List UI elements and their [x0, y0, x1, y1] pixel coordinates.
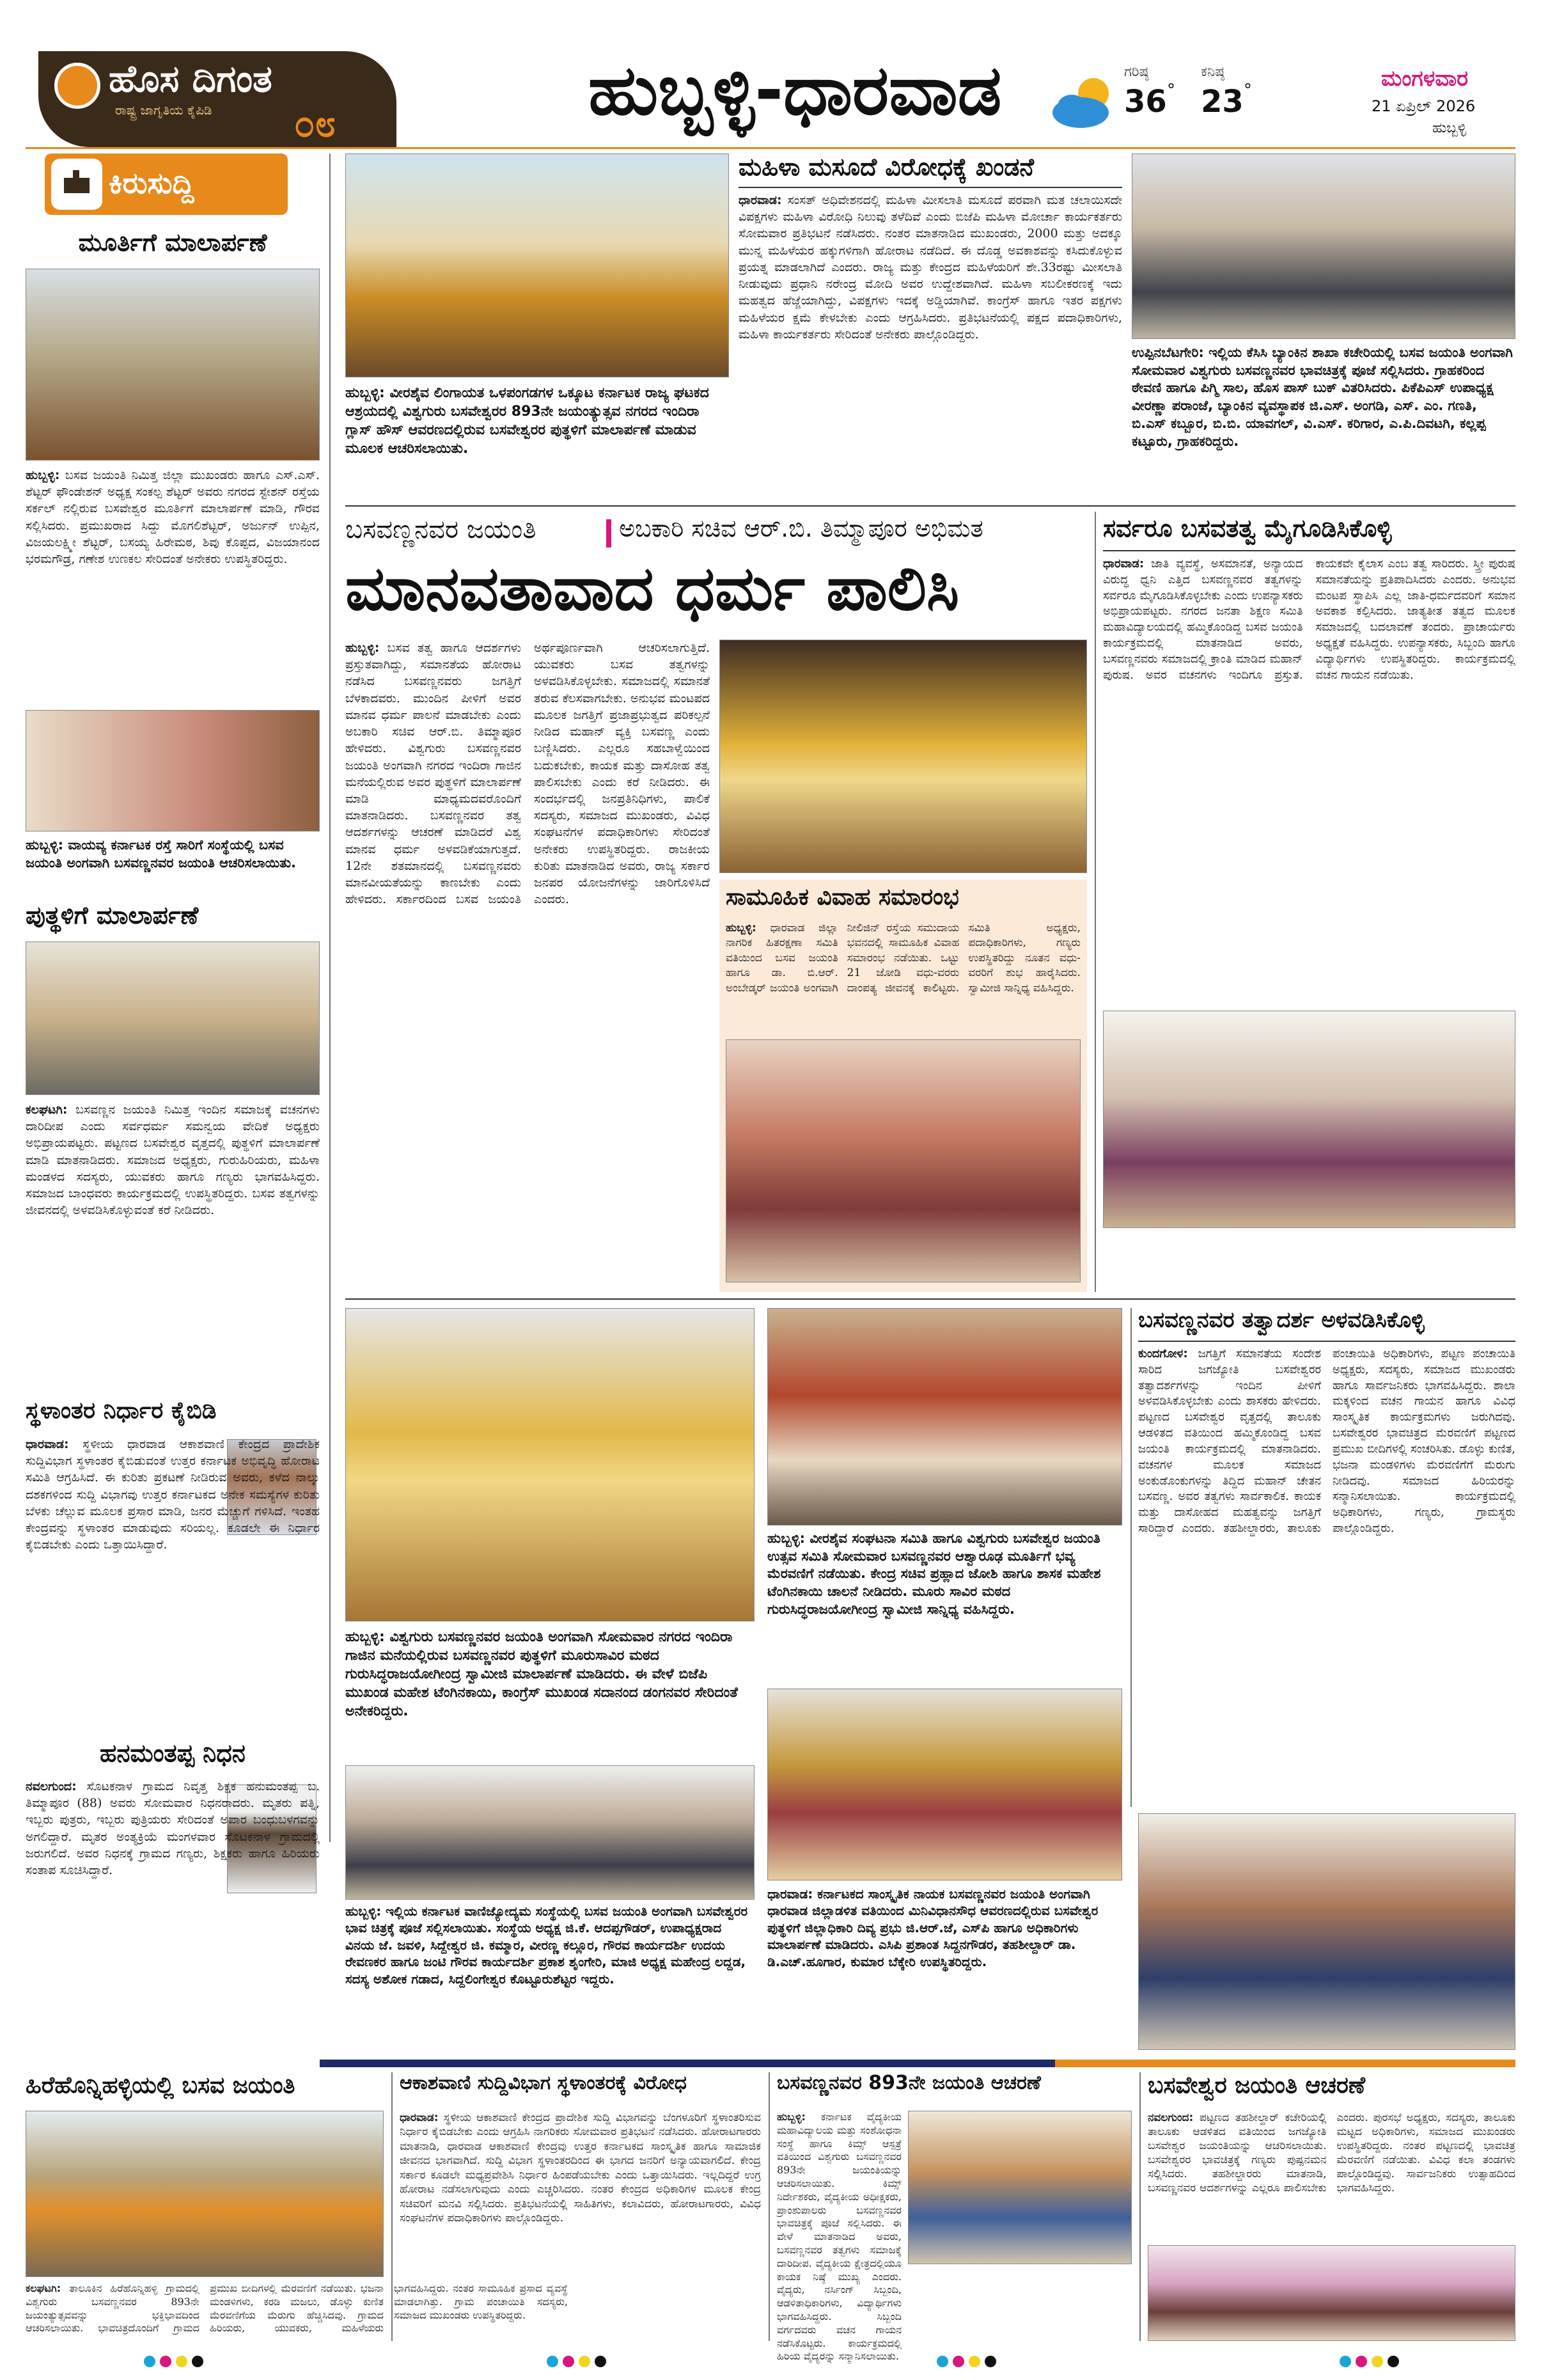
b4-photo — [1148, 2245, 1515, 2341]
s1-headline: ಮೂರ್ತಿಗೆ ಮಾಲಾರ್ಪಣೆ — [78, 228, 267, 256]
reg-black-2 — [595, 2356, 606, 2367]
logo — [26, 38, 409, 154]
reg-cyan — [144, 2356, 155, 2367]
s2-caption: ಹುಬ್ಬಳ್ಳಿ: ವಾಯವ್ಯ ಕರ್ನಾಟಕ ರಸ್ತೆ ಸಾರಿಗೆ ಸಂಸ್ಥೆಯಲ್ಲಿ ಬಸವ ಜಯಂತಿ ಅಂಗವಾಗಿ ಬಸವಣ್ಣನವರ ಜಯಂತಿ ಆಚರಿಸಲಾಯಿತು. — [26, 837, 296, 871]
s3-location: ಕಲಘಟಗಿ: — [26, 1103, 68, 1117]
s5-body — [26, 1778, 320, 2015]
s1-location: ಹುಬ್ಬಳ್ಳಿ: — [26, 468, 60, 482]
s4-headline: ಸ್ಥಳಾಂತರ ನಿರ್ಧಾರ ಕೈಬಿಡಿ — [26, 1398, 217, 1424]
reg-black-3 — [985, 2356, 996, 2367]
mid-photo-low — [345, 1765, 755, 1900]
s5-text: ಸೊಟಕನಾಳ ಗ್ರಾಮದ ನಿವೃತ್ತ ಶಿಕ್ಷಕ ಹನುಮಂತಪ್ಪ ಬ. ತಿಮ್ಮಾಪೂರ (88) ಅವರು ಸೋಮವಾರ ನಿಧನರಾದರು. ಮೃತರು ಪತ್ನಿ, ಇಬ್ಬರು ಪುತ್ರರು, ಇಬ್ಬರು ಪುತ್ರಿಯರು ಸೇರಿದಂತೆ ಅಪಾರ ಬಂಧುಬಳಗವನ್ನು ಅಗಲಿದ್ದಾರೆ. ಮೃತರ ಅಂತ್ಯಕ್ರಿಯೆ ಮಂಗಳವಾರ ಸೊಟಕನಾಳ ಗ್ರಾಮದಲ್ಲಿ ಜರುಗಲಿದೆ. ಅವರ ನಿಧನಕ್ಕೆ ಗ್ರಾಮದ ಗಣ್ಯರು, ಶಿಕ್ಷಕರು ಹಾಗೂ ಹಿರಿಯರು ಸಂತಾಪ ಸೂಚಿಸಿದ್ದಾರೆ. — [26, 1779, 320, 1878]
s4-text: ಸ್ಥಳೀಯ ಧಾರವಾಡ ಆಕಾಶವಾಣಿ ಕೇಂದ್ರದ ಪ್ರಾದೇಶಿಕ ಸುದ್ದಿವಿಭಾಗ ಸ್ಥಳಾಂತರ ಕೈಬಿಡುವಂತೆ ಉತ್ತರ ಕರ್ನಾಟಕ ಅಭಿವೃದ್ಧಿ ಹೋರಾಟ ಸಮಿತಿ ಆಗ್ರಹಿಸಿದೆ. ಈ ಕುರಿತು ಪ್ರಕಟಣೆ ನೀಡಿರುವ ಅವರು, ಕಳೆದ ನಾಲ್ಕು ದಶಕಗಳಿಂದ ಸುದ್ದಿ ವಿಭಾಗವು ಉತ್ತರ ಕರ್ನಾಟಕದ ಅನೇಕ ಸಮಸ್ಯೆಗಳ ಕುರಿತು ಬೆಳಕು ಚೆಲ್ಲುವ ಮೂಲಕ ಪ್ರಸಾರ ಮಾಡಿ, ಜನರ ಮೆಚ್ಚುಗೆ ಗಳಿಸಿದೆ. ಇಂತಹ ಕೇಂದ್ರವನ್ನು ಸ್ಥಳಾಂತರ ಮಾಡುವುದು ಸರಿಯಲ್ಲ. ಕೂಡಲೇ ಈ ನಿರ್ಧಾರ ಕೈಬಿಡಬೇಕು ಎಂದು ಒತ್ತಾಯಿಸಿದ್ದಾರೆ. — [26, 1437, 320, 1552]
date: 21 ಏಪ್ರಿಲ್ 2026 — [1372, 97, 1476, 115]
weather-max-label: ಗರಿಷ್ಠ — [1124, 64, 1149, 80]
city: ಹುಬ್ಬಳ್ಳಿ — [1432, 120, 1467, 136]
b2-location: ಧಾರವಾಡ: — [400, 2111, 439, 2124]
sarvaru-headline: ಸರ್ವರೂ ಬಸವತತ್ವ ಮೈಗೂಡಿಸಿಕೊಳ್ಳಿ — [1103, 514, 1392, 542]
b1-headline: ಹಿರೆಹೊನ್ನಿಹಳ್ಳಿಯಲ್ಲಿ ಬಸವ ಜಯಂತಿ — [26, 2072, 295, 2099]
b-divider-2 — [769, 2072, 770, 2341]
reg-yellow-3 — [969, 2356, 980, 2367]
s1-photo — [26, 269, 320, 461]
samuhika-headline: ಸಾಮೂಹಿಕ ವಿವಾಹ ಸಮಾರಂಭ — [726, 884, 959, 910]
tattva-underline — [1138, 1341, 1515, 1342]
weather-max-value: 36 — [1124, 84, 1167, 120]
reg-magenta-4 — [1356, 2356, 1367, 2367]
sarvaru-text: ಜಾತಿ ವ್ಯವಸ್ಥೆ, ಅಸಮಾನತೆ, ಅನ್ಯಾಯದ ವಿರುದ್ಧ ಧ್ವನಿ ಎತ್ತಿದ ಬಸವಣ್ಣನವರ ತತ್ವಗಳನ್ನು ಸರ್ವರೂ ಮೈಗೂಡಿಸಿಕೊಳ್ಳಬೇಕು ಎಂದು ಉಪನ್ಯಾಸಕರು ಅಭಿಪ್ರಾಯಪಟ್ಟರು. ನಗರದ ಜನತಾ ಶಿಕ್ಷಣ ಸಮಿತಿ ಮಹಾವಿದ್ಯಾಲಯದಲ್ಲಿ ಹಮ್ಮಿಕೊಂಡಿದ್ದ ಬಸವ ಜಯಂತಿ ಕಾರ್ಯಕ್ರಮದಲ್ಲಿ ಮಾತನಾಡಿದ ಅವರು, ಬಸವಣ್ಣನವರು ಸಮಾಜದಲ್ಲಿ ಕ್ರಾಂತಿ ಮಾಡಿದ ಮಹಾನ್ ಪುರುಷ. ಅವರ ವಚನಗಳು ಇಂದಿಗೂ ಪ್ರಸ್ತುತ. ಕಾಯಕವೇ ಕೈಲಾಸ ಎಂಬ ತತ್ವ ಸಾರಿದರು. ಸ್ತ್ರೀ ಪುರುಷ ಸಮಾನತೆಯನ್ನು ಪ್ರತಿಪಾದಿಸಿದರು ಎಂದರು. ಅನುಭವ ಮಂಟಪ ಸ್ಥಾಪಿಸಿ ಎಲ್ಲ ಜಾತಿ-ಧರ್ಮದವರಿಗೆ ಸಮಾನ ಅವಕಾಶ ಕಲ್ಪಿಸಿದರು. ಜಾತ್ಯತೀತ ತತ್ವದ ಮೂಲಕ ಸಮಾಜದಲ್ಲಿ ಬದಲಾವಣೆ ತಂದರು. ಪ್ರಾಚಾರ್ಯರು ಅಧ್ಯಕ್ಷತೆ ವಹಿಸಿದ್ದರು. ಉಪನ್ಯಾಸಕರು, ಸಿಬ್ಬಂದಿ ಹಾಗೂ ವಿದ್ಯಾರ್ಥಿಗಳು ಉಪಸ್ಥಿತರಿದ್ದರು. ಕಾರ್ಯಕ್ರಮದಲ್ಲಿ ವಚನ ಗಾಯನ ನಡೆಯಿತು. — [1103, 557, 1515, 682]
b3-photo — [908, 2111, 1132, 2264]
b1-location: ಕಲಘಟಗಿ: — [26, 2282, 61, 2294]
lead-text: ಬಸವ ತತ್ವ ಹಾಗೂ ಆದರ್ಶಗಳು ಪ್ರಸ್ತುತವಾಗಿದ್ದು, ಸಮಾನತೆಯ ಹೋರಾಟ ನಡೆಸಿದ ಬಸವಣ್ಣನವರು ಜಗತ್ತಿಗೆ ಬೆಳಕಾದವರು. ಮುಂದಿನ ಪೀಳಿಗೆ ಅವರ ಮಾನವ ಧರ್ಮ ಪಾಲನೆ ಮಾಡಬೇಕು ಎಂದು ಅಬಕಾರಿ ಸಚಿವ ಆರ್.ಬಿ. ತಿಮ್ಮಾಪೂರ ಹೇಳಿದರು. ವಿಶ್ವಗುರು ಬಸವಣ್ಣನವರ ಜಯಂತಿ ಅಂಗವಾಗಿ ನಗರದ ಇಂದಿರಾ ಗಾಜಿನ ಮನೆಯಲ್ಲಿರುವ ಅವರ ಪುತ್ಥಳಿಗೆ ಮಾಲಾರ್ಪಣೆ ಮಾಡಿ ಮಾಧ್ಯಮದವರೊಂದಿಗೆ ಮಾತನಾಡಿದರು. ಬಸವಣ್ಣನವರ ತತ್ವ ಆದರ್ಶಗಳನ್ನು ಆಚರಣೆ ಮಾಡಿದರೆ ವಿಶ್ವ ಮಾನವ ಧರ್ಮ ಅಳವಡಿಕೆಯಾಗುತ್ತದೆ. 12ನೇ ಶತಮಾನದಲ್ಲಿ ಬಸವಣ್ಣನವರು ಮಾನವೀಯತೆಯನ್ನು ಕಾಣಬೇಕು ಎಂದು ಹೇಳಿದರು. ಸರ್ಕಾರದಿಂದ ಬಸವ ಜಯಂತಿ ಅರ್ಥಪೂರ್ಣವಾಗಿ ಆಚರಿಸಲಾಗುತ್ತಿದೆ. ಯುವಕರು ಬಸವ ತತ್ವಗಳನ್ನು ಅಳವಡಿಸಿಕೊಳ್ಳಬೇಕು. ಸಮಾಜದಲ್ಲಿ ಸಮಾನತೆ ತರುವ ಕೆಲಸವಾಗಬೇಕು. ಅನುಭವ ಮಂಟಪದ ಮೂಲಕ ಜಗತ್ತಿಗೆ ಪ್ರಜಾಪ್ರಭುತ್ವದ ಪರಿಕಲ್ಪನೆ ನೀಡಿದ ಮಹಾನ್ ವ್ಯಕ್ತಿ ಬಸವಣ್ಣ ಎಂದು ಬಣ್ಣಿಸಿದರು. ಎಲ್ಲರೂ ಸಹಬಾಳ್ವೆಯಿಂದ ಬದುಕಬೇಕು, ಕಾಯಕ ಮತ್ತು ದಾಸೋಹ ತತ್ವ ಪಾಲಿಸಬೇಕು ಎಂದು ಕರೆ ನೀಡಿದರು. ಈ ಸಂದರ್ಭದಲ್ಲಿ ಜನಪ್ರತಿನಿಧಿಗಳು, ಪಾಲಿಕೆ ಸದಸ್ಯರು, ಸಮಾಜದ ಮುಖಂಡರು, ವಿವಿಧ ಸಂಘಟನೆಗಳ ಪದಾಧಿಕಾರಿಗಳು ಸೇರಿದಂತೆ ಅನೇಕರು ಉಪಸ್ಥಿತರಿದ್ದರು. ರಾಜಕೀಯ ಕುರಿತು ಮಾತನಾಡಿದ ಅವರು, ರಾಜ್ಯ ಸರ್ಕಾರ ಜನಪರ ಯೋಜನೆಗಳನ್ನು ಜಾರಿಗೊಳಿಸಿದೆ ಎಂದರು. — [345, 641, 710, 907]
b1-photo — [26, 2111, 384, 2277]
tattva-text: ಜಗತ್ತಿಗೆ ಸಮಾನತೆಯ ಸಂದೇಶ ಸಾರಿದ ಜಗಜ್ಯೋತಿ ಬಸವೇಶ್ವರರ ತತ್ವಾದರ್ಶಗಳನ್ನು ಇಂದಿನ ಪೀಳಿಗೆ ಅಳವಡಿಸಿಕೊಳ್ಳಬೇಕು ಎಂದು ಶಾಸಕರು ಹೇಳಿದರು. ಪಟ್ಟಣದ ಬಸವೇಶ್ವರ ವೃತ್ತದಲ್ಲಿ ತಾಲೂಕು ಆಡಳಿತದ ವತಿಯಿಂದ ಹಮ್ಮಿಕೊಂಡಿದ್ದ ಬಸವ ಜಯಂತಿ ಕಾರ್ಯಕ್ರಮದಲ್ಲಿ ಮಾತನಾಡಿದರು. ವಚನಗಳ ಮೂಲಕ ಸಮಾಜದ ಅಂಕುಡೊಂಕುಗಳನ್ನು ತಿದ್ದಿದ ಮಹಾನ್ ಚೇತನ ಬಸವಣ್ಣ. ಅವರ ತತ್ವಗಳು ಸಾರ್ವಕಾಲಿಕ. ಕಾಯಕ ಮತ್ತು ದಾಸೋಹದ ಮಹತ್ವವನ್ನು ಜಗತ್ತಿಗೆ ಸಾರಿದ್ದಾರೆ ಎಂದರು. ತಹಶೀಲ್ದಾರರು, ತಾಲೂಕು ಪಂಚಾಯಿತಿ ಅಧಿಕಾರಿಗಳು, ಪಟ್ಟಣ ಪಂಚಾಯಿತಿ ಅಧ್ಯಕ್ಷರು, ಸದಸ್ಯರು, ಸಮಾಜದ ಮುಖಂಡರು ಹಾಗೂ ಸಾರ್ವಜನಿಕರು ಭಾಗವಹಿಸಿದ್ದರು. ಶಾಲಾ ಮಕ್ಕಳಿಂದ ವಚನ ಗಾಯನ ಹಾಗೂ ವಿವಿಧ ಸಾಂಸ್ಕೃತಿಕ ಕಾರ್ಯಕ್ರಮಗಳು ಜರುಗಿದವು. ಬಸವೇಶ್ವರರ ಭಾವಚಿತ್ರದ ಮೆರವಣಿಗೆ ಪಟ್ಟಣದ ಪ್ರಮುಖ ಬೀದಿಗಳಲ್ಲಿ ಸಂಚರಿಸಿತು. ಡೊಳ್ಳು ಕುಣಿತ, ಭಜನಾ ಮಂಡಳಿಗಳು ಮೆರವಣಿಗೆಗೆ ಮೆರುಗು ನೀಡಿದವು. ಸಮಾಜದ ಹಿರಿಯರನ್ನು ಸನ್ಮಾನಿಸಲಾಯಿತು. ಕಾರ್ಯಕ್ರಮದಲ್ಲಿ ಅಧಿಕಾರಿಗಳು, ಗಣ್ಯರು, ಗ್ರಾಮಸ್ಥರು ಪಾಲ್ಗೊಂಡಿದ್ದರು. — [1138, 1347, 1515, 1536]
samuhika-photo — [726, 1039, 1081, 1282]
weather-min-unit: ° — [1244, 81, 1252, 100]
b4-location: ನವಲಗುಂದ: — [1148, 2111, 1194, 2124]
sarvaru-body — [1103, 556, 1515, 1004]
mid-photo-low-caption: ಹುಬ್ಬಳ್ಳಿ: ಇಲ್ಲಿಯ ಕರ್ನಾಟಕ ವಾಣಿಜ್ಯೋದ್ಯಮ ಸಂಸ್ಥೆಯಲ್ಲಿ ಬಸವ ಜಯಂತಿ ಅಂಗವಾಗಿ ಬಸವೇಶ್ವರರ ಭಾವ ಚಿತ್ರಕ್ಕೆ ಪೂಜೆ ಸಲ್ಲಿಸಲಾಯಿತು. ಸಂಸ್ಥೆಯ ಅಧ್ಯಕ್ಷ ಜಿ.ಕೆ. ಆದಪ್ಪಗೌಡರ್, ಉಪಾಧ್ಯಕ್ಷರಾದ ವಿನಯ ಜೆ. ಜವಳಿ, ಸಿದ್ದೇಶ್ವರ ಜಿ. ಕಮ್ಮಾರ, ವೀರಣ್ಣ ಕಲ್ಲೂರ, ಗೌರವ ಕಾರ್ಯದರ್ಶಿ ಉದಯ ರೇವಣಕರ ಹಾಗೂ ಜಂಟಿ ಗೌರವ ಕಾರ್ಯದರ್ಶಿ ಪ್ರಕಾಶ ಶೃಂಗೇರಿ, ಮಾಜಿ ಅಧ್ಯಕ್ಷ ಮಹೇಂದ್ರ ಲದ್ದಡ, ಸದಸ್ಯ ಅಶೋಕ ಗಡಾದ, ಸಿದ್ದಲಿಂಗೇಶ್ವರ ಕೊಟ್ಟೂರುಶೆಟ್ಟರ ಇದ್ದರು. — [345, 1903, 748, 1987]
lead-kicker-left: ಬಸವಣ್ಣನವರ ಜಯಂತಿ — [345, 515, 536, 544]
reg-yellow — [176, 2356, 187, 2367]
mahila-body — [739, 192, 1122, 499]
s2-photo — [26, 710, 320, 831]
top-photo2 — [1132, 154, 1515, 339]
reg-cyan-4 — [1340, 2356, 1351, 2367]
lead-photo — [719, 640, 1087, 873]
day: ಮಂಗಳವಾರ — [1381, 66, 1469, 91]
lead-location: ಹುಬ್ಬಳ್ಳಿ: — [345, 641, 380, 655]
samuhika-text: ಧಾರವಾಡ ಜಿಲ್ಲಾ ನಾಗರಿಕ ಹಿತರಕ್ಷಣಾ ಸಮಿತಿ ವತಿಯಿಂದ ಬಸವ ಜಯಂತಿ ಹಾಗೂ ಡಾ. ಬಿ.ಆರ್. ಅಂಬೇಡ್ಕರ್ ಜಯಂತಿ ಅಂಗವಾಗಿ ನೀಲಿಜಿನ್ ರಸ್ತೆಯ ಸಮುದಾಯ ಭವನದಲ್ಲಿ ಸಾಮೂಹಿಕ ವಿವಾಹ ಸಮಾರಂಭ ನಡೆಯಿತು. ಒಟ್ಟು 21 ಜೋಡಿ ವಧು-ವರರು ದಾಂಪತ್ಯ ಜೀವನಕ್ಕೆ ಕಾಲಿಟ್ಟರು. ಸಮಿತಿ ಅಧ್ಯಕ್ಷರು, ಪದಾಧಿಕಾರಿಗಳು, ಗಣ್ಯರು ಉಪಸ್ಥಿತರಿದ್ದು ನೂತನ ವಧು-ವರರಿಗೆ ಶುಭ ಹಾರೈಸಿದರು. ಸ್ವಾಮೀಜಿ ಸಾನ್ನಿಧ್ಯ ವಹಿಸಿದ್ದರು. — [726, 922, 1081, 995]
s4-body — [26, 1436, 320, 1730]
weather-min-value: 23 — [1201, 84, 1244, 120]
sarvaru-underline — [1103, 550, 1515, 551]
b-divider-1 — [391, 2072, 393, 2341]
section-bar-navy — [320, 2060, 1055, 2067]
top-photo1 — [345, 154, 729, 377]
s3-text: ಬಸವಣ್ಣನ ಜಯಂತಿ ನಿಮಿತ್ತ ಇಂದಿನ ಸಮಾಜಕ್ಕೆ ವಚನಗಳು ದಾರಿದೀಪ ಎಂದು ಸರ್ವಧರ್ಮ ಸಮನ್ವಯ ವೇದಿಕೆ ಅಧ್ಯಕ್ಷರು ಅಭಿಪ್ರಾಯಪಟ್ಟರು. ಪಟ್ಟಣದ ಬಸವೇಶ್ವರ ವೃತ್ತದಲ್ಲಿ ಪುತ್ಥಳಿಗೆ ಮಾಲಾರ್ಪಣೆ ಮಾಡಿ ಮಾತನಾಡಿದರು. ಸಮಾಜದ ಅಧ್ಯಕ್ಷರು, ಗುರುಹಿರಿಯರು, ಮಹಿಳಾ ಮಂಡಳದ ಸದಸ್ಯರು, ಯುವಕರು ಹಾಗೂ ಗಣ್ಯರು ಭಾಗವಹಿಸಿದ್ದರು. ಸಮಾಜದ ಬಾಂಧವರು ಕಾರ್ಯಕ್ರಮದಲ್ಲಿ ಉಪಸ್ಥಿತರಿದ್ದರು. ಬಸವ ತತ್ವಗಳನ್ನು ಜೀವನದಲ್ಲಿ ಅಳವಡಿಸಿಕೊಳ್ಳುವಂತೆ ಕರೆ ನೀಡಿದರು. — [26, 1103, 320, 1218]
s1-text: ಬಸವ ಜಯಂತಿ ನಿಮಿತ್ತ ಜಿಲ್ಲಾ ಮುಖಂಡರು ಹಾಗೂ ಎಸ್.ಎಸ್. ಶೆಟ್ಟರ್ ಫೌಂಡೇಶನ್ ಅಧ್ಯಕ್ಷ ಸಂಕಲ್ಪ ಶೆಟ್ಟರ್ ಅವರು ನಗರದ ಸ್ಟೇಶನ್ ರಸ್ತೆಯ ಸರ್ಕಲ್ ನಲ್ಲಿರುವ ಬಸವೇಶ್ವರ ಮೂರ್ತಿಗೆ ಮಾಲಾರ್ಪಣೆ ಮಾಡಿ, ಗೌರವ ಸಲ್ಲಿಸಿದರು. ಪ್ರಮುಖರಾದ ಸಿದ್ದು ಮೊಗಲಿಶೆಟ್ಟರ್, ಅರ್ಜುನ್ ಉಪ್ಪಿನ, ವಿಜಯಲಕ್ಷ್ಮೀ ಶೆಟ್ಟರ್, ಬಸಯ್ಯ ಹಿರೇಮಠ, ಶಿವು ಕೊಪ್ಪದ, ವಿಜಯಾನಂದ ಭರಮಗೌಡ್ರ, ಗಣೇಶ ಉಣಕಲ ಸೇರಿದಂತೆ ಅನೇಕರು ಉಪಸ್ಥಿತರಿದ್ದರು. — [26, 468, 320, 567]
sidebar-divider — [329, 154, 331, 1842]
logo-emblem-icon — [54, 63, 100, 109]
s3-headline: ಪುತ್ಥಳಿಗೆ ಮಾಲಾರ್ಪಣೆ — [26, 901, 199, 929]
logo-tagline: ರಾಷ್ಟ್ರ ಜಾಗೃತಿಯ ಕೈಪಿಡಿ — [115, 102, 212, 118]
reg-black — [192, 2356, 203, 2367]
mid-photo-big-caption: ಹುಬ್ಬಳ್ಳಿ: ವಿಶ್ವಗುರು ಬಸವಣ್ಣನವರ ಜಯಂತಿ ಅಂಗವಾಗಿ ಸೋಮವಾರ ನಗರದ ಇಂದಿರಾ ಗಾಜಿನ ಮನೆಯಲ್ಲಿರುವ ಬಸವಣ್ಣನವರ ಪುತ್ಥಳಿಗೆ ಮೂರುಸಾವಿರ ಮಠದ ಗುರುಸಿದ್ಧರಾಜಯೋಗೀಂದ್ರ ಸ್ವಾಮೀಜಿ ಮಾಲಾರ್ಪಣೆ ಮಾಡಿದರು. ಈ ವೇಳೆ ಬಿಜೆಪಿ ಮುಖಂಡ ಮಹೇಶ ಟೆಂಗಿನಕಾಯಿ, ಕಾಂಗ್ರೆಸ್ ಮುಖಂಡ ಸದಾನಂದ ಡಂಗನವರ ಸೇರಿದಂತೆ ಅನೇಕರಿದ್ದರು. — [345, 1629, 738, 1720]
mahila-headline: ಮಹಿಳಾ ಮಸೂದೆ ವಿರೋಧಕ್ಕೆ ಖಂಡನೆ — [739, 153, 1035, 181]
b4-text: ಪಟ್ಟಣದ ತಹಶೀಲ್ದಾರ್ ಕಚೇರಿಯಲ್ಲಿ ತಾಲೂಕು ಆಡಳಿತದ ವತಿಯಿಂದ ಜಗಜ್ಯೋತಿ ಬಸವೇಶ್ವರ ಜಯಂತಿಯನ್ನು ಆಚರಿಸಲಾಯಿತು. ಬಸವೇಶ್ವರರ ಭಾವಚಿತ್ರಕ್ಕೆ ಗಣ್ಯರು ಪುಷ್ಪನಮನ ಸಲ್ಲಿಸಿದರು. ತಹಶೀಲ್ದಾರರು ಮಾತನಾಡಿ, ಬಸವಣ್ಣನವರ ಆದರ್ಶಗಳನ್ನು ಎಲ್ಲರೂ ಪಾಲಿಸಬೇಕು ಎಂದರು. ಪುರಸಭೆ ಅಧ್ಯಕ್ಷರು, ಸದಸ್ಯರು, ತಾಲೂಕು ಮಟ್ಟದ ಅಧಿಕಾರಿಗಳು, ಸಮಾಜದ ಮುಖಂಡರು ಉಪಸ್ಥಿತರಿದ್ದರು. ನಂತರ ಪಟ್ಟಣದಲ್ಲಿ ಭಾವಚಿತ್ರ ಮೆರವಣಿಗೆ ನಡೆಯಿತು. ವಿವಿಧ ಕಲಾ ತಂಡಗಳು ಪಾಲ್ಗೊಂಡಿದ್ದವು. ಸಾರ್ವಜನಿಕರು ಉತ್ಸಾಹದಿಂದ ಭಾಗವಹಿಸಿದ್ದರು. — [1148, 2111, 1515, 2195]
b3-text: ಕರ್ನಾಟಕ ವೈದ್ಯಕೀಯ ಮಹಾವಿದ್ಯಾಲಯ ಮತ್ತು ಸಂಶೋಧನಾ ಸಂಸ್ಥೆ ಹಾಗೂ ಕಿಮ್ಸ್ ಆಸ್ಪತ್ರೆ ವತಿಯಿಂದ ವಿಶ್ವಗುರು ಬಸವಣ್ಣನವರ 893ನೇ ಜಯಂತಿಯನ್ನು ಆಚರಿಸಲಾಯಿತು. ಕಿಮ್ಸ್ ನಿರ್ದೇಶಕರು, ವೈದ್ಯಕೀಯ ಅಧೀಕ್ಷಕರು, ಪ್ರಾಂಶುಪಾಲರು ಬಸವಣ್ಣನವರ ಭಾವಚಿತ್ರಕ್ಕೆ ಪೂಜೆ ಸಲ್ಲಿಸಿದರು. ಈ ವೇಳೆ ಮಾತನಾಡಿದ ಅವರು, ಬಸವಣ್ಣನವರ ತತ್ವಗಳು ಸಮಾಜಕ್ಕೆ ದಾರಿದೀಪ. ವೈದ್ಯಕೀಯ ಕ್ಷೇತ್ರದಲ್ಲಿಯೂ ಕಾಯಕ ನಿಷ್ಠೆ ಮುಖ್ಯ ಎಂದರು. ವೈದ್ಯರು, ನರ್ಸಿಂಗ್ ಸಿಬ್ಬಂದಿ, ಆಡಳಿತಾಧಿಕಾರಿಗಳು, ವಿದ್ಯಾರ್ಥಿಗಳು ಭಾಗವಹಿಸಿದ್ದರು. ಸಿಬ್ಬಂದಿ ವರ್ಗದವರು ವಚನ ಗಾಯನ ನಡೆಸಿಕೊಟ್ಟರು. ಕಾರ್ಯಕ್ರಮದಲ್ಲಿ ಹಿರಿಯ ವೈದ್ಯರನ್ನು ಸನ್ಮಾನಿಸಲಾಯಿತು. — [777, 2111, 902, 2363]
masthead — [26, 38, 1515, 154]
lead-kicker-bar — [606, 519, 611, 548]
lead-kicker-right: ಅಬಕಾರಿ ಸಚಿವ ಆರ್.ಬಿ. ತಿಮ್ಮಾಪೂರ ಅಭಿಮತ — [619, 514, 983, 542]
tattva-body — [1138, 1346, 1515, 1807]
sarvaru-location: ಧಾರವಾಡ: — [1103, 557, 1145, 571]
top-photo2-caption: ಉಪ್ಪಿನಬೆಟಗೇರಿ: ಇಲ್ಲಿಯ ಕೆಸಿಸಿ ಬ್ಯಾಂಕಿನ ಶಾಖಾ ಕಚೇರಿಯಲ್ಲಿ ಬಸವ ಜಯಂತಿ ಅಂಗವಾಗಿ ಸೋಮವಾರ ವಿಶ್ವಗುರು ಬಸವಣ್ಣನವರ ಭಾವಚಿತ್ರಕ್ಕೆ ಪೂಜೆ ಸಲ್ಲಿಸಿದರು. ಗ್ರಾಹಕರಿಂದ ಠೇವಣಿ ಹಾಗೂ ಪಿಗ್ಮಿ ಸಾಲ, ಹೊಸ ಪಾಸ್ ಬುಕ್ ವಿತರಿಸಿದರು. ಪಿಕೆಪಿಎಸ್ ಉಪಾಧ್ಯಕ್ಷ ವೀರಣ್ಣಾ ಪರಾಂಜೆ, ಬ್ಯಾಂಕಿನ ವ್ಯವಸ್ಥಾಪಕ ಜಿ.ಎಸ್. ಅಂಗಡಿ, ಎಸ್. ಎಂ. ಗಣತಿ, ಬಿ.ಎಸ್ ಕಬ್ಬೂರ, ಬಿ.ಬಿ. ಯಾವಗಲ್, ವಿ.ಎಸ್. ಕರಿಗಾರ, ಎ.ಪಿ.ದಿವಟಗಿ, ಕಲ್ಲಪ್ಪ ಕಟ್ಟೂರು, ಗ್ರಾಹಕರಿದ್ದರು. — [1132, 345, 1513, 449]
mid-photo-mid — [767, 1308, 1122, 1525]
b4-body — [1148, 2111, 1515, 2239]
page-number: ೦೮ — [294, 102, 336, 145]
mid-photo-big — [345, 1308, 755, 1621]
reg-black-4 — [1388, 2356, 1399, 2367]
weather-max-unit: ° — [1167, 81, 1175, 100]
b1-text: ತಾಲೂಕಿನ ಹಿರೆಹೊನ್ನಿಹಳ್ಳಿ ಗ್ರಾಮದಲ್ಲಿ ವಿಶ್ವಗುರು ಬಸವಣ್ಣನವರ 893ನೇ ಜಯಂತ್ಯುತ್ಸವವನ್ನು ಭಕ್ತಿಭಾವದಿಂದ ಆಚರಿಸಲಾಯಿತು. ಭಾವಚಿತ್ರದೊಂದಿಗೆ ಗ್ರಾಮದ ಪ್ರಮುಖ ಬೀದಿಗಳಲ್ಲಿ ಮೆರವಣಿಗೆ ನಡೆಯಿತು. ಭಜನಾ ಮಂಡಳಿಗಳು, ಕರಡಿ ಮಜಲು, ಡೊಳ್ಳು ಕುಣಿತ ಮೆರವಣಿಗೆಯ ಮೆರುಗು ಹೆಚ್ಚಿಸಿದವು. ಗ್ರಾಮದ ಹಿರಿಯರು, ಯುವಕರು, ಮಹಿಳೆಯರು ಭಾಗವಹಿಸಿದ್ದರು. ನಂತರ ಸಾಮೂಹಿಕ ಪ್ರಸಾದ ವ್ಯವಸ್ಥೆ ಮಾಡಲಾಗಿತ್ತು. ಗ್ರಾಮ ಪಂಚಾಯಿತಿ ಸದಸ್ಯರು, ಸಮಾಜದ ಮುಖಂಡರು ಉಪಸ್ಥಿತರಿದ್ದರು. — [26, 2282, 568, 2335]
lead-body — [345, 640, 710, 1292]
reg-magenta-3 — [953, 2356, 964, 2367]
b-divider-3 — [1139, 2072, 1141, 2341]
reg-cyan-3 — [937, 2356, 948, 2367]
mahila-underline — [739, 187, 1122, 188]
sidebar — [26, 154, 320, 2187]
tattva-photo — [1138, 1813, 1515, 2050]
section-bar-orange — [1055, 2060, 1515, 2067]
mid-photo-mid-caption: ಹುಬ್ಬಳ್ಳಿ: ವೀರಶೈವ ಸಂಘಟನಾ ಸಮಿತಿ ಹಾಗೂ ವಿಶ್ವಗುರು ಬಸವೇಶ್ವರ ಜಯಂತಿ ಉತ್ಸವ ಸಮಿತಿ ಸೋಮವಾರ ಬಸವಣ್ಣನವರ ಆಶ್ವಾರೂಢ ಮೂರ್ತಿಗೆ ಭವ್ಯ ಮೆರವಣಿಗೆ ನಡೆಯಿತು. ಕೇಂದ್ರ ಸಚಿವ ಪ್ರಹ್ಲಾದ ಜೋಶಿ ಹಾಗೂ ಶಾಸಕ ಮಹೇಶ ಟೆಂಗಿನಕಾಯಿ ಚಾಲನೆ ನೀಡಿದರು. ಮೂರು ಸಾವಿರ ಮಠದ ಗುರುಸಿದ್ಧರಾಜಯೋಗೀಂದ್ರ ಸ್ವಾಮೀಜಿ ಸಾನ್ನಿಧ್ಯ ವಹಿಸಿದ್ದರು. — [767, 1531, 1101, 1617]
sarvaru-photo — [1103, 1011, 1515, 1228]
row-rule-1 — [345, 505, 1515, 507]
mid-divider — [1130, 1308, 1132, 1807]
tattva-headline: ಬಸವಣ್ಣನವರ ತತ್ವಾದರ್ಶ ಅಳವಡಿಸಿಕೊಳ್ಳಿ — [1138, 1307, 1425, 1333]
row-rule-2 — [345, 1298, 1515, 1300]
mahila-text: ಸಂಸತ್ ಅಧಿವೇಶನದಲ್ಲಿ ಮಹಿಳಾ ಮೀಸಲಾತಿ ಮಸೂದೆ ಪರವಾಗಿ ಮತ ಚಲಾಯಿಸದೇ ವಿಪಕ್ಷಗಳು ಮಹಿಳಾ ವಿರೋಧಿ ನಿಲುವು ತಳೆದಿವೆ ಎಂದು ಬಿಜೆಪಿ ಮಹಿಳಾ ಮೋರ್ಚಾ ಕಾರ್ಯಕರ್ತರು ಸೋಮವಾರ ಪ್ರತಿಭಟನೆ ನಡೆಸಿದರು. ನಂತರ ಮಾತನಾಡಿದ ಮುಖಂಡರು, 2000 ಮತ್ತು ಅದಕ್ಕೂ ಮುನ್ನ ಮಹಿಳೆಯರ ಹಕ್ಕುಗಳಿಗಾಗಿ ಹೋರಾಟ ನಡೆದಿದೆ. ಈ ದೊಡ್ಡ ಅವಕಾಶವನ್ನು ಕಸಿದುಕೊಳ್ಳುವ ಪ್ರಯತ್ನ ಮಾಡಲಾಗಿದೆ ಎಂದರು. ರಾಜ್ಯ ಮತ್ತು ಕೇಂದ್ರದ ಮಹಿಳೆಯರಿಗೆ ಶೇ.33ರಷ್ಟು ಮೀಸಲಾತಿ ನೀಡುವುದು ಪ್ರಧಾನಿ ನರೇಂದ್ರ ಮೋದಿ ಅವರ ಉದ್ದೇಶವಾಗಿದೆ. ಮಹಿಳಾ ಸಬಲೀಕರಣಕ್ಕೆ ಇದು ಮಹತ್ವದ ಹೆಜ್ಜೆಯಾಗಿದ್ದು, ವಿಪಕ್ಷಗಳು ಇದಕ್ಕೆ ಅಡ್ಡಿಯಾಗಿವೆ. ಕಾಂಗ್ರೆಸ್ ಹಾಗೂ ಇತರ ಪಕ್ಷಗಳು ಮಹಿಳೆಯರ ಕ್ಷಮೆ ಕೇಳಬೇಕು ಎಂದು ಆಗ್ರಹಿಸಿದರು. ಪ್ರತಿಭಟನೆಯಲ್ಲಿ ಪಕ್ಷದ ಪದಾಧಿಕಾರಿಗಳು, ಮಹಿಳಾ ಕಾರ್ಯಕರ್ತರು ಸೇರಿದಂತೆ ಅನೇಕರು ಪಾಲ್ಗೊಂಡಿದ್ದರು. — [739, 193, 1122, 342]
reg-yellow-4 — [1372, 2356, 1383, 2367]
pointing-hand-icon — [51, 159, 102, 210]
s5-location: ನವಲಗುಂದ: — [26, 1779, 77, 1793]
tattva-location: ಕುಂದಗೋಳ: — [1138, 1347, 1188, 1360]
kiru-title: ಕಿರುಸುದ್ದಿ — [109, 166, 194, 200]
b2-headline: ಆಕಾಶವಾಣಿ ಸುದ್ದಿವಿಭಾಗ ಸ್ಥಳಾಂತರಕ್ಕೆ ವಿರೋಧ — [400, 2072, 687, 2094]
b3-location: ಹುಬ್ಬಳ್ಳಿ: — [777, 2111, 806, 2123]
weather-cloud-icon — [1049, 70, 1119, 134]
reg-cyan-2 — [547, 2356, 558, 2367]
lead-divider — [1095, 512, 1096, 1292]
edition-title: ಹುಬ್ಬಳ್ಳಿ-ಧಾರವಾಡ — [588, 51, 1002, 130]
weather-min-label: ಕನಿಷ್ಠ — [1201, 64, 1225, 80]
b2-body — [400, 2111, 761, 2341]
top-photo1-caption: ಹುಬ್ಬಳ್ಳಿ: ವೀರಶೈವ ಲಿಂಗಾಯತ ಒಳಪಂಗಡಗಳ ಒಕ್ಕೂಟ ಕರ್ನಾಟಕ ರಾಜ್ಯ ಘಟಕದ ಆಶ್ರಯದಲ್ಲಿ ವಿಶ್ವಗುರು ಬಸವೇಶ್ವರರ 893ನೇ ಜಯಂತ್ಯುತ್ಸವ ನಗರದ ಇಂದಿರಾ ಗ್ಲಾಸ್ ಹೌಸ್ ಆವರಣದಲ್ಲಿರುವ ಬಸವೇಶ್ವರರ ಪುತ್ಥಳಿಗೆ ಮಾಲಾರ್ಪಣೆ ಮಾಡುವ ಮೂಲಕ ಆಚರಿಸಲಾಯಿತು. — [345, 385, 709, 457]
masthead-rule — [26, 147, 1515, 149]
registration-marks — [0, 2351, 1541, 2376]
s1-body — [26, 467, 320, 704]
logo-text: ಹೊಸ ದಿಗಂತ — [109, 57, 272, 100]
b3-headline: ಬಸವಣ್ಣನವರ 893ನೇ ಜಯಂತಿ ಆಚರಣೆ — [777, 2072, 1041, 2094]
s5-headline: ಹನಮಂತಪ್ಪ ನಿಧನ — [100, 1739, 246, 1767]
b1-body — [26, 2282, 568, 2343]
s3-photo — [26, 942, 320, 1095]
b4-headline: ಬಸವೇಶ್ವರ ಜಯಂತಿ ಆಚರಣೆ — [1148, 2072, 1366, 2099]
b2-text: ಸ್ಥಳೀಯ ಆಕಾಶವಾಣಿ ಕೇಂದ್ರದ ಪ್ರಾದೇಶಿಕ ಸುದ್ದಿ ವಿಭಾಗವನ್ನು ಬೆಂಗಳೂರಿಗೆ ಸ್ಥಳಾಂತರಿಸುವ ನಿರ್ಧಾರ ಕೈಬಿಡಬೇಕು ಎಂದು ಆಗ್ರಹಿಸಿ ನಾಗರಿಕರು ಸೋಮವಾರ ಪ್ರತಿಭಟನೆ ನಡೆಸಿದರು. ಹೋರಾಟಗಾರರು ಮಾತನಾಡಿ, ಧಾರವಾಡ ಆಕಾಶವಾಣಿ ಕೇಂದ್ರವು ಉತ್ತರ ಕರ್ನಾಟಕದ ಸಾಂಸ್ಕೃತಿಕ ಹಾಗೂ ಸಾಮಾಜಿಕ ಜೀವನದ ಭಾಗವಾಗಿದೆ. ಸುದ್ದಿ ವಿಭಾಗ ಸ್ಥಳಾಂತರದಿಂದ ಈ ಭಾಗದ ಜನರಿಗೆ ಅನ್ಯಾಯವಾಗಲಿದೆ. ಕೇಂದ್ರ ಸರ್ಕಾರ ಕೂಡಲೇ ಮಧ್ಯಪ್ರವೇಶಿಸಿ ನಿರ್ಧಾರ ಹಿಂಪಡೆಯಬೇಕು ಎಂದು ಒತ್ತಾಯಿಸಿದರು. ಇಲ್ಲದಿದ್ದರೆ ಉಗ್ರ ಹೋರಾಟ ನಡೆಸಲಾಗುವುದು ಎಂದು ಎಚ್ಚರಿಸಿದರು. ನಂತರ ಕೇಂದ್ರದ ಅಧಿಕಾರಿಗಳ ಮೂಲಕ ಕೇಂದ್ರ ಸಚಿವರಿಗೆ ಮನವಿ ಸಲ್ಲಿಸಿದರು. ಪ್ರತಿಭಟನೆಯಲ್ಲಿ ಸಾಹಿತಿಗಳು, ಕಲಾವಿದರು, ಹೋರಾಟಗಾರರು, ವಿವಿಧ ಸಂಘಟನೆಗಳ ಪದಾಧಿಕಾರಿಗಳು ಪಾಲ್ಗೊಂಡಿದ್ದರು. — [400, 2111, 761, 2225]
b3-body — [777, 2111, 902, 2363]
samuhika-body — [726, 921, 1081, 1036]
s3-body — [26, 1101, 320, 1383]
reg-yellow-2 — [579, 2356, 590, 2367]
lead-headline: ಮಾನವತಾವಾದ ಧರ್ಮ ಪಾಲಿಸಿ — [345, 553, 959, 624]
mid-photo-dwd — [767, 1689, 1122, 1880]
mahila-location: ಧಾರವಾಡ: — [739, 193, 782, 207]
reg-magenta — [160, 2356, 171, 2367]
reg-magenta-2 — [563, 2356, 574, 2367]
samuhika-location: ಹುಬ್ಬಳ್ಳಿ: — [726, 922, 756, 934]
mid-photo-dwd-caption: ಧಾರವಾಡ: ಕರ್ನಾಟಕದ ಸಾಂಸ್ಕೃತಿಕ ನಾಯಕ ಬಸವಣ್ಣನವರ ಜಯಂತಿ ಅಂಗವಾಗಿ ಧಾರವಾಡ ಜಿಲ್ಲಾಡಳಿತ ವತಿಯಿಂದ ಮಿನಿವಿಧಾನಸೌಧ ಆವರಣದಲ್ಲಿರುವ ಬಸವೇಶ್ವರ ಪುತ್ಥಳಿಗೆ ಜಿಲ್ಲಾಧಿಕಾರಿ ದಿವ್ಯ ಪ್ರಭು ಜಿ.ಆರ್.ಜೆ, ಎಸ್‌ಪಿ ಹಾಗೂ ಅಧಿಕಾರಿಗಳು ಮಾಲಾರ್ಪಣೆ ಮಾಡಿದರು. ಎಸಿಪಿ ಪ್ರಶಾಂತ ಸಿದ್ದನಗೌಡರ, ತಹಶೀಲ್ದಾರ್ ಡಾ. ಡಿ.ಎಚ್.ಹೂಗಾರ, ಕುಮಾರ ಬೆಕ್ಕೇರಿ ಉಪಸ್ಥಿತರಿದ್ದರು. — [767, 1886, 1099, 1969]
s4-location: ಧಾರವಾಡ: — [26, 1437, 69, 1451]
